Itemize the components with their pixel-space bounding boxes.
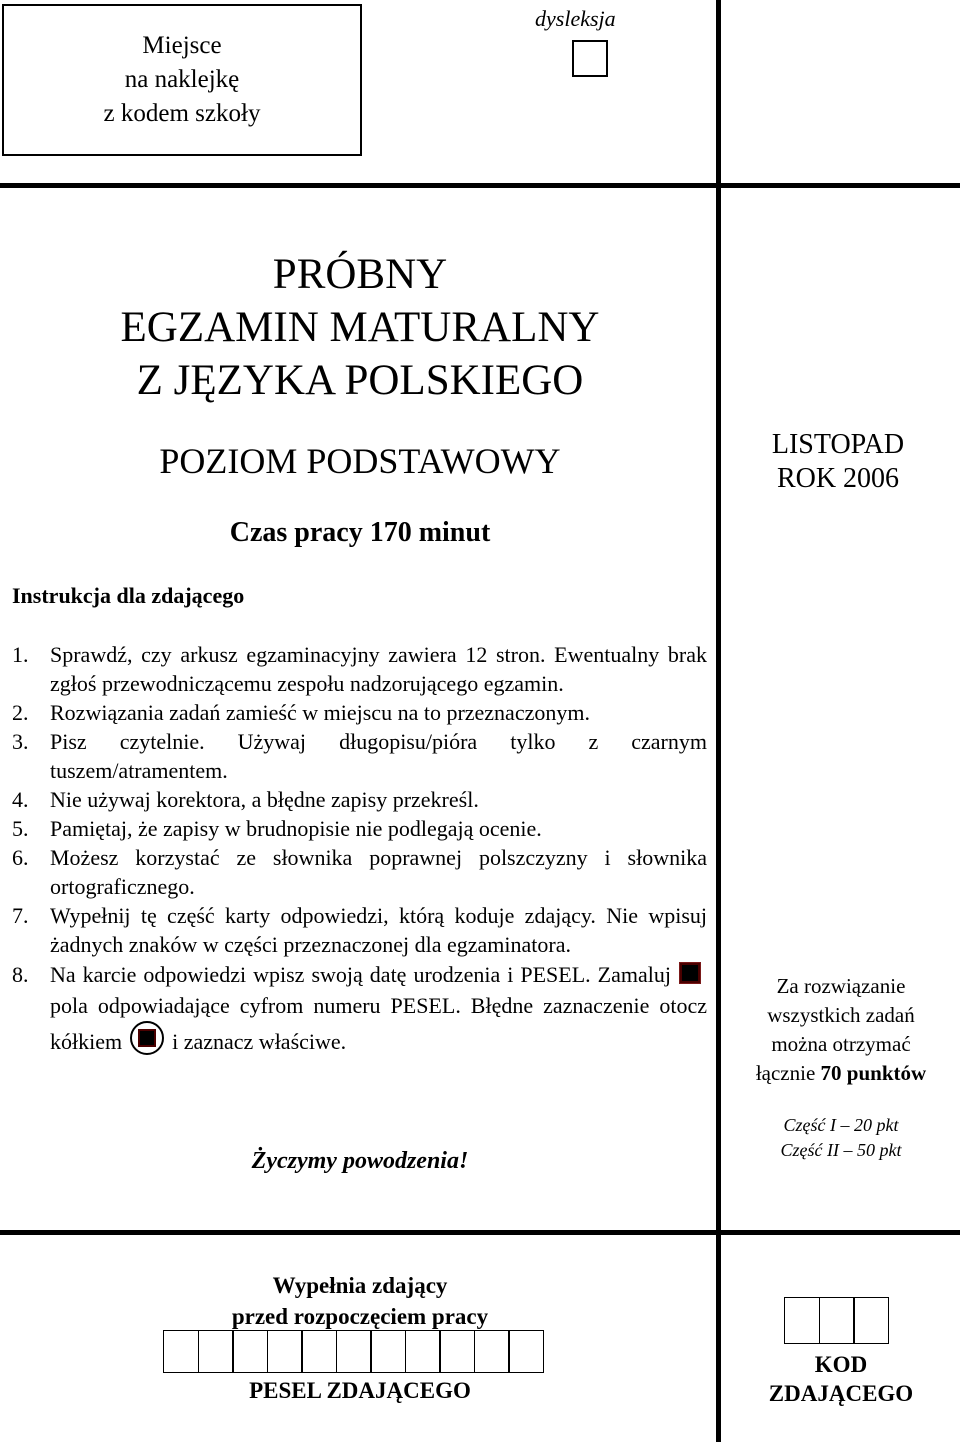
- instruction-item-8: [12, 959, 707, 1057]
- title-line-2: EGZAMIN MATURALNY: [120, 304, 600, 351]
- instruction-8-part2: pola odpowiadające cyfrom numeru PESEL. Błędne zaznaczenie otocz kółkiem: [50, 993, 707, 1054]
- candidate-code-grid: [784, 1297, 888, 1344]
- instruction-item: [12, 640, 707, 698]
- pesel-digit-cell[interactable]: [336, 1330, 372, 1373]
- instruction-item: [12, 843, 707, 901]
- bottom-divider: [0, 1230, 960, 1235]
- scoring-part-1: Część I – 20 pkt: [783, 1115, 899, 1135]
- instruction-item: [12, 785, 707, 814]
- instruction-number: 1.: [12, 642, 29, 667]
- vertical-divider: [716, 0, 721, 1442]
- title-line-1: PRÓBNY: [272, 251, 448, 298]
- instruction-item: [12, 901, 707, 959]
- code-digit-cell[interactable]: [853, 1297, 889, 1344]
- scoring-line-2: wszystkich zadań: [767, 1003, 915, 1027]
- code-digit-cell[interactable]: [784, 1297, 820, 1344]
- instruction-number: 5.: [12, 816, 29, 841]
- instruction-text: Pisz czytelnie. Używaj długopisu/pióra tylko z czarnym tuszem/atramentem.: [50, 729, 707, 783]
- instruction-item: [12, 727, 707, 785]
- kod-label-line-1: KOD: [814, 1352, 868, 1377]
- dyslexia-label: dysleksja: [535, 6, 616, 31]
- candidate-code-label: [722, 1350, 960, 1408]
- scoring-total: 70 punktów: [820, 1061, 927, 1085]
- instruction-number: 8.: [12, 962, 29, 987]
- dyslexia-checkbox[interactable]: [572, 40, 608, 77]
- title-line-3: Z JĘZYKA POLSKIEGO: [136, 357, 584, 404]
- exam-title: [0, 248, 720, 407]
- exam-date: [728, 428, 948, 496]
- instruction-number: 3.: [12, 729, 29, 754]
- scoring-part-2: Część II – 50 pkt: [780, 1140, 902, 1160]
- filled-square-icon: [679, 962, 701, 984]
- exam-year: ROK 2006: [776, 463, 900, 494]
- instruction-text: Możesz korzystać ze słownika poprawnej polszczyzny i słownika ortograficznego.: [50, 845, 707, 899]
- pesel-grid: [163, 1330, 543, 1373]
- fill-instruction: [0, 1270, 720, 1332]
- instruction-8-part1: Na karcie odpowiedzi wpisz swoją datę urodzenia i PESEL. Zamaluj: [50, 962, 671, 987]
- instruction-number: 2.: [12, 700, 29, 725]
- instruction-item: [12, 814, 707, 843]
- scoring-line-4: [722, 1059, 960, 1088]
- instructions-heading: Instrukcja dla zdającego: [12, 583, 245, 608]
- pesel-digit-cell[interactable]: [439, 1330, 475, 1373]
- school-sticker-box: [2, 4, 362, 156]
- pesel-digit-cell[interactable]: [163, 1330, 199, 1373]
- fill-line-1: Wypełnia zdający: [272, 1273, 448, 1298]
- circled-square-icon: [130, 1021, 164, 1055]
- sticker-line-1: Miejsce: [142, 32, 222, 59]
- scoring-info: [722, 972, 960, 1088]
- instructions-list: [12, 640, 707, 1057]
- instruction-item: [12, 698, 707, 727]
- instruction-text: Nie używaj korektora, a błędne zapisy przekreśl.: [50, 787, 479, 812]
- instruction-text: Wypełnij tę część karty odpowiedzi, którą koduje zdający. Nie wpisuj żadnych znaków w części przeznaczonej dla egzaminatora.: [50, 903, 707, 957]
- exam-level: POZIOM PODSTAWOWY: [159, 441, 561, 481]
- kod-label-line-2: ZDAJĄCEGO: [768, 1381, 914, 1406]
- sticker-line-2: na naklejkę: [124, 66, 240, 93]
- instruction-text: Sprawdź, czy arkusz egzaminacyjny zawiera 12 stron. Ewentualny brak zgłoś przewodniczącemu zespołu nadzorującego egzamin.: [50, 642, 707, 696]
- pesel-label: PESEL ZDAJĄCEGO: [249, 1378, 471, 1403]
- pesel-digit-cell[interactable]: [405, 1330, 441, 1373]
- pesel-digit-cell[interactable]: [232, 1330, 268, 1373]
- pesel-digit-cell[interactable]: [370, 1330, 406, 1373]
- instruction-number: 6.: [12, 845, 29, 870]
- code-digit-cell[interactable]: [819, 1297, 855, 1344]
- instruction-number: 7.: [12, 903, 29, 928]
- instruction-text: Pamiętaj, że zapisy w brudnopisie nie podlegają ocenie.: [50, 816, 542, 841]
- pesel-digit-cell[interactable]: [474, 1330, 510, 1373]
- instruction-text: [50, 959, 707, 1057]
- pesel-digit-cell[interactable]: [508, 1330, 544, 1373]
- scoring-line-3: można otrzymać: [771, 1032, 911, 1056]
- instruction-number: 4.: [12, 787, 29, 812]
- pesel-digit-cell[interactable]: [301, 1330, 337, 1373]
- scoring-parts: [722, 1113, 960, 1163]
- top-divider: [0, 183, 960, 188]
- exam-time: Czas pracy 170 minut: [229, 517, 491, 548]
- exam-month: LISTOPAD: [771, 429, 905, 460]
- sticker-line-3: z kodem szkoły: [103, 100, 261, 127]
- scoring-total-prefix: łącznie: [755, 1061, 816, 1085]
- instruction-8-part3: i zaznacz właściwe.: [172, 1029, 347, 1054]
- instruction-text: Rozwiązania zadań zamieść w miejscu na to przeznaczonym.: [50, 700, 590, 725]
- scoring-line-1: Za rozwiązanie: [776, 974, 906, 998]
- pesel-digit-cell[interactable]: [267, 1330, 303, 1373]
- fill-line-2: przed rozpoczęciem pracy: [231, 1304, 489, 1329]
- good-luck-text: Życzymy powodzenia!: [251, 1148, 469, 1174]
- pesel-digit-cell[interactable]: [198, 1330, 234, 1373]
